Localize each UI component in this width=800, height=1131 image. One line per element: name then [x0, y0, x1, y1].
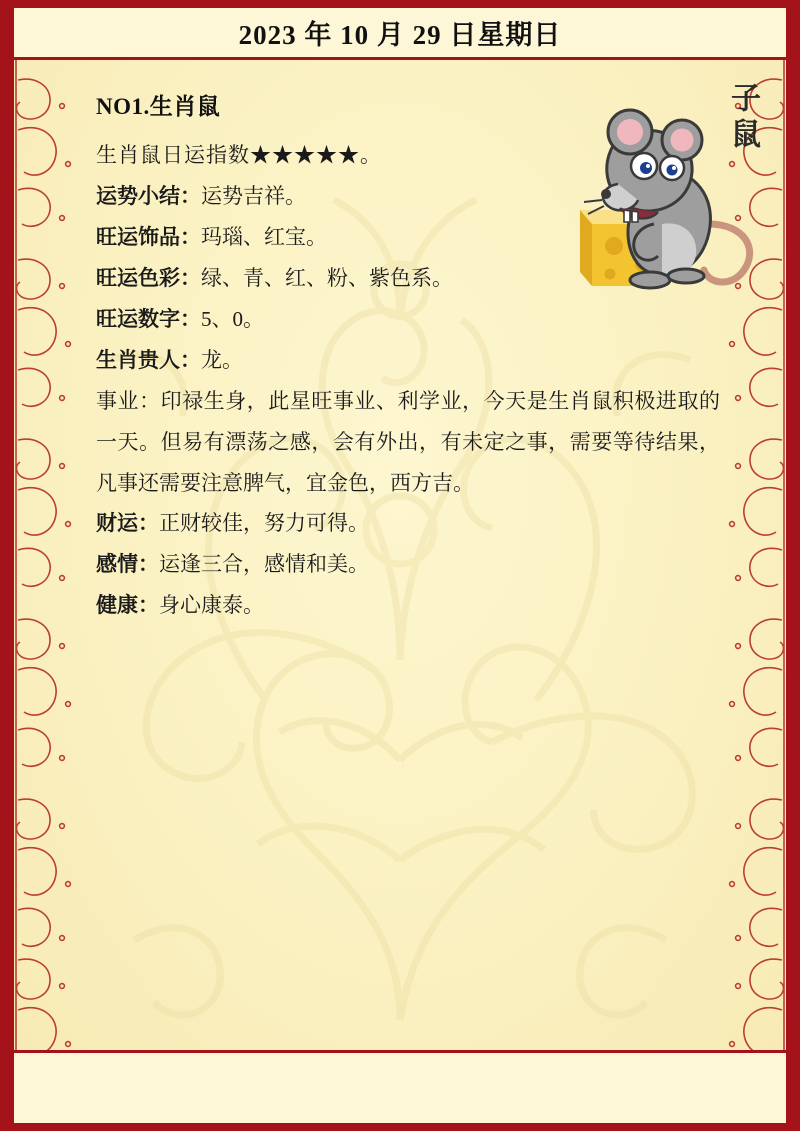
- lucky-number-label: 旺运数字：: [96, 306, 201, 331]
- health-label: 健康：: [96, 593, 159, 618]
- left-cloud-border: [14, 60, 80, 1066]
- summary-label: 运势小结：: [96, 183, 201, 208]
- health-text: 身心康泰。: [159, 593, 264, 618]
- fortune-index-text: 生肖鼠日运指数★★★★★。: [96, 143, 382, 167]
- page-title: 2023 年 10 月 29 日星期日: [238, 20, 562, 50]
- article-content: [80, 76, 730, 626]
- fortune-index-line: [96, 135, 720, 176]
- love-line: [96, 544, 720, 585]
- benefactor-text: 龙。: [201, 347, 243, 372]
- wealth-text: 正财较佳，努力可得。: [159, 511, 369, 536]
- lucky-accessory-line: [96, 217, 720, 258]
- lucky-accessory-label: 旺运饰品：: [96, 224, 201, 249]
- zodiac-branch-label: 子鼠: [726, 82, 759, 154]
- title-bar: [14, 8, 786, 60]
- summary-text: 运势吉祥。: [201, 183, 306, 208]
- benefactor-line: [96, 340, 720, 381]
- article-headline: NO1.生肖鼠: [96, 94, 221, 119]
- lucky-color-label: 旺运色彩：: [96, 265, 201, 290]
- bottom-strip: [14, 1050, 786, 1066]
- health-line: [96, 585, 720, 626]
- lucky-color-text: 绿、青、红、粉、紫色系。: [201, 265, 453, 290]
- wealth-line: [96, 503, 720, 544]
- summary-line: [96, 176, 720, 217]
- career-paragraph: [96, 381, 720, 504]
- paper-body: [14, 60, 786, 1066]
- wealth-label: 财运：: [96, 511, 159, 536]
- benefactor-label: 生肖贵人：: [96, 347, 201, 372]
- love-text: 运逢三合，感情和美。: [159, 552, 369, 577]
- career-text: 印禄生身，此星旺事业、利学业，今天是生肖鼠积极进取的一天。但易有漂荡之感，会有外出，有未定之事，需要等待结果，凡事还需要注意脾气，宜金色，西方吉。: [96, 388, 720, 495]
- lucky-color-line: [96, 258, 720, 299]
- lucky-number-line: [96, 299, 720, 340]
- love-label: 感情：: [96, 552, 159, 577]
- lucky-accessory-text: 玛瑙、红宝。: [201, 224, 327, 249]
- lucky-number-text: 5、0。: [201, 306, 264, 331]
- career-label: 事业：: [96, 388, 161, 413]
